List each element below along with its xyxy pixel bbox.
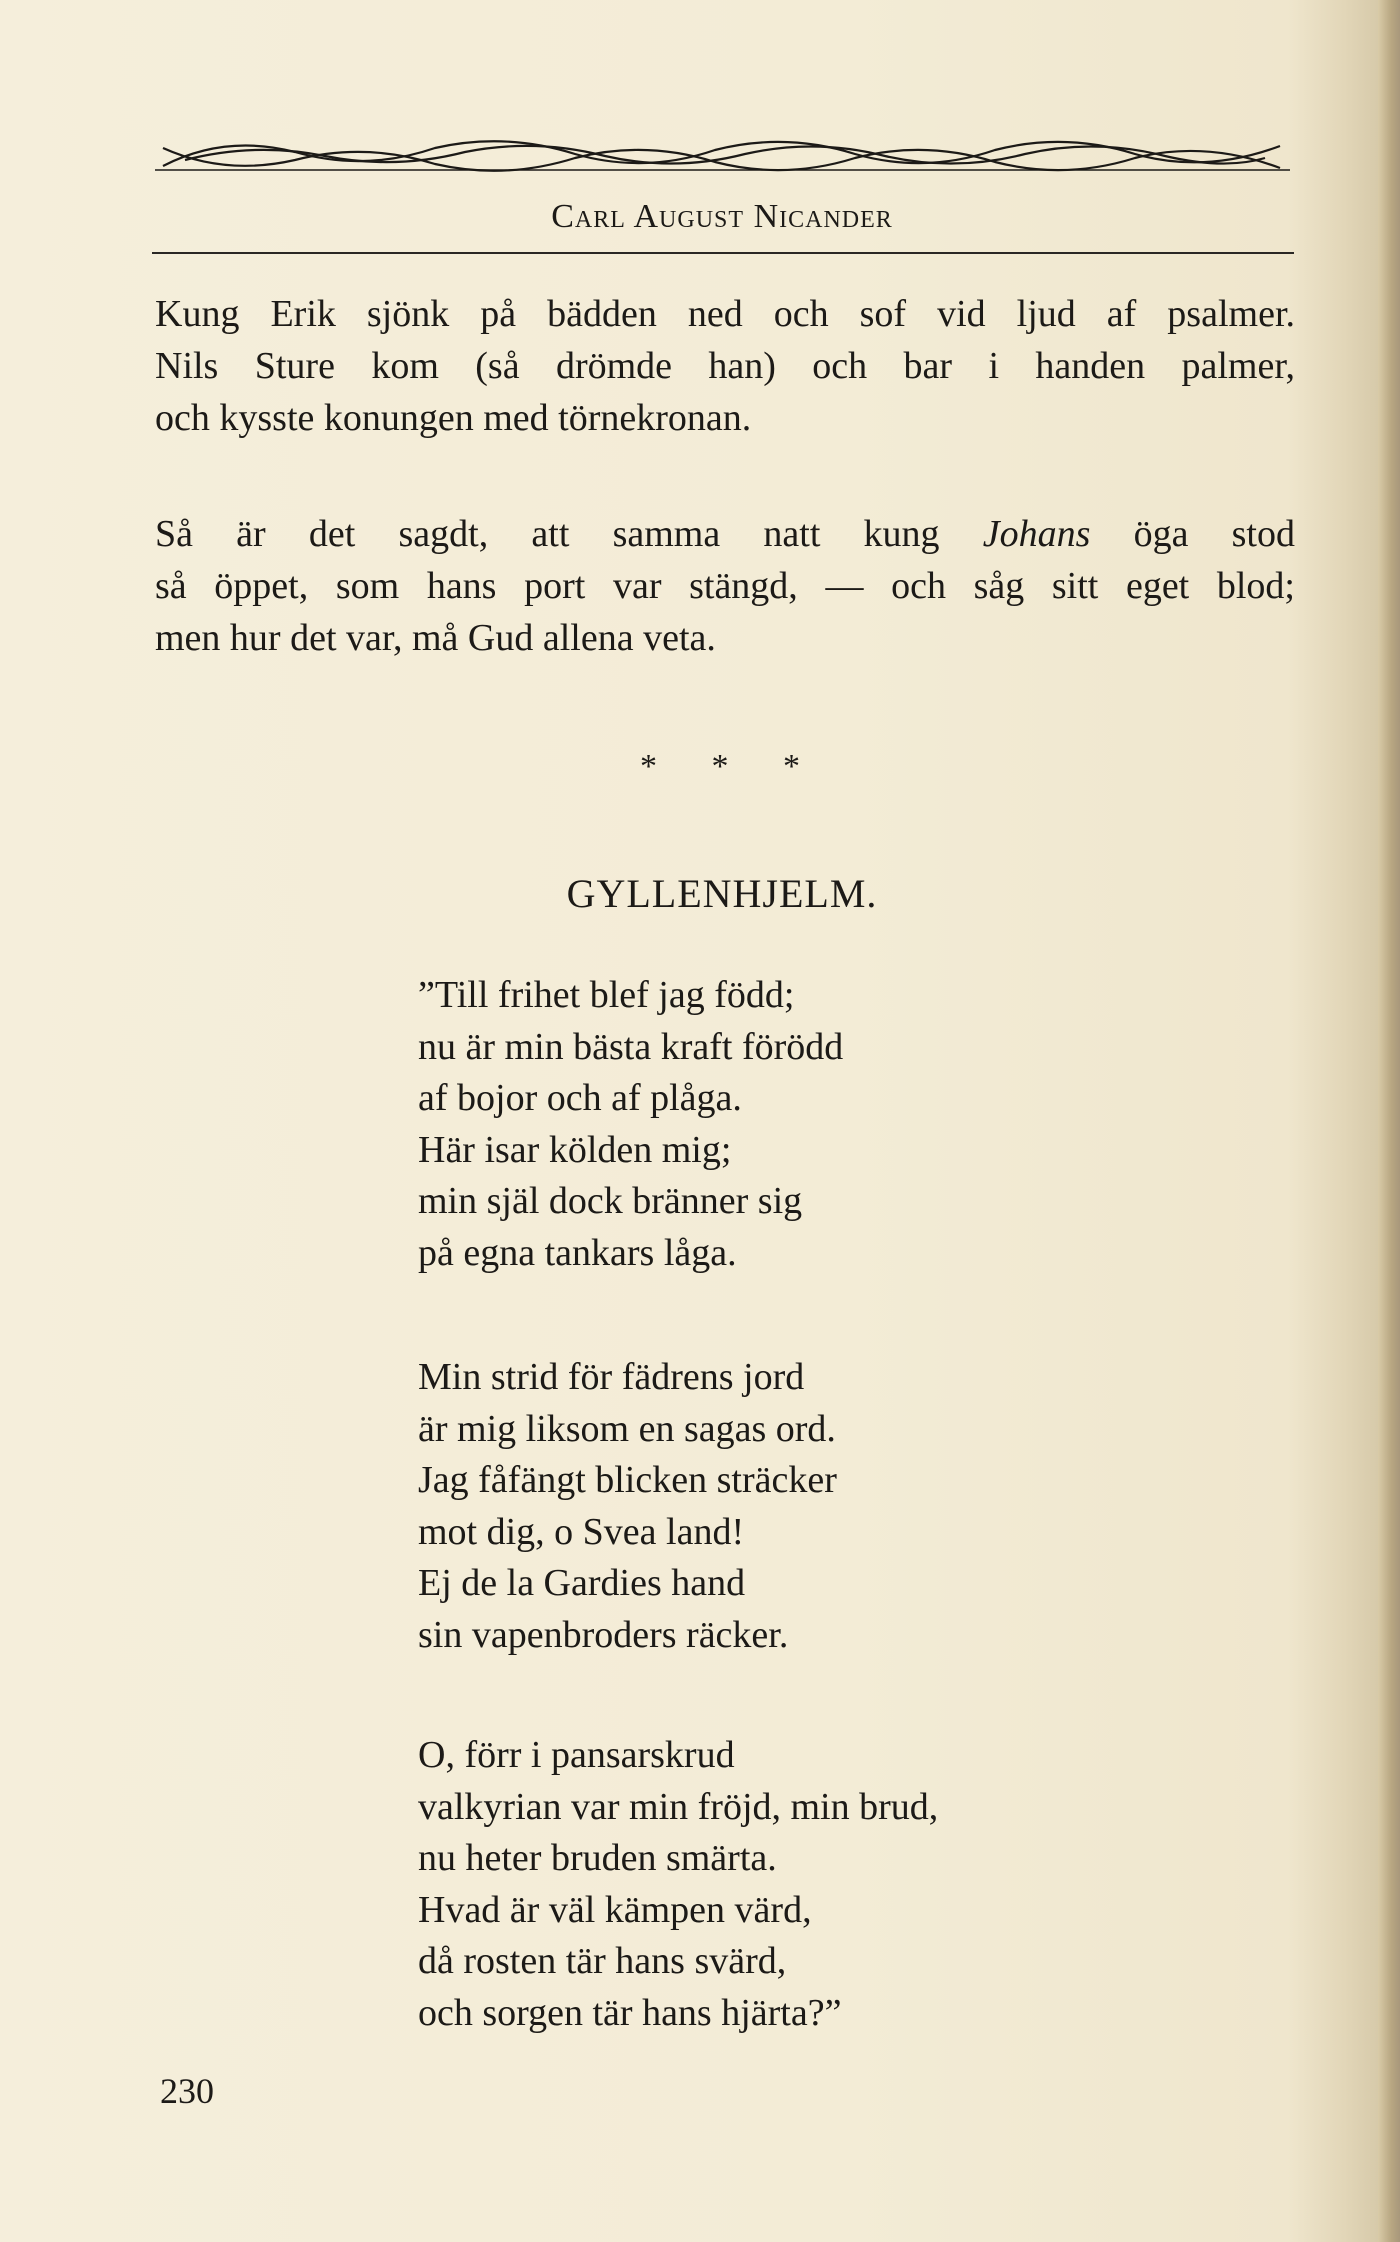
header-rule (152, 252, 1294, 254)
interlace-border-ornament-icon (155, 132, 1290, 182)
prose-line: så öppet, som hans port var stängd, — och såg sitt eget blod; (155, 565, 1295, 607)
verse-line: valkyrian var min fröjd, min brud, (418, 1785, 939, 1828)
verse-line: nu heter bruden smärta. (418, 1837, 777, 1879)
prose-line: och kysste konungen med törnekronan. (155, 397, 752, 439)
poem-title: GYLLENHJELM. (566, 871, 878, 916)
prose-line: Kung Erik sjönk på bädden ned och sof vid ljud af psalmer. (155, 293, 1295, 335)
verse-line: på egna tankars låga. (418, 1231, 737, 1274)
prose-paragraph-2 (155, 508, 1295, 664)
page-edge (1378, 0, 1400, 2242)
prose-line: men hur det var, må Gud allena veta. (155, 617, 716, 659)
running-head: Carl August Nicander (551, 198, 893, 235)
asterisk: * (711, 748, 729, 785)
verse-line: ”Till frihet blef jag född; (418, 974, 795, 1016)
stanza-2 (418, 1352, 1218, 1661)
verse-line: mot dig, o Svea land! (418, 1510, 745, 1553)
stanza-3 (418, 1730, 1218, 2039)
section-separator (640, 748, 800, 786)
name-johans: Johans (982, 513, 1091, 555)
prose-line: Nils Sture kom (så drömde han) och bar i handen palmer, (155, 345, 1295, 387)
verse-line: är mig liksom en sagas ord. (418, 1407, 836, 1450)
verse-line: Min strid för fädrens jord (418, 1356, 805, 1398)
verse-line: O, förr i pansarskrud (418, 1734, 735, 1776)
verse-line: sin vapenbroders räcker. (418, 1613, 789, 1656)
verse-line: min själ dock bränner sig (418, 1180, 803, 1222)
verse-line: Hvad är väl kämpen värd, (418, 1888, 812, 1931)
verse-line: Här isar kölden mig; (418, 1128, 732, 1171)
prose-paragraph-1 (155, 288, 1295, 444)
verse-line: och sorgen tär hans hjärta?” (418, 1991, 842, 2034)
verse-line: Ej de la Gardies hand (418, 1562, 746, 1604)
stanza-1 (418, 970, 1218, 1279)
asterisk: * (783, 748, 800, 785)
verse-line: då rosten tär hans svärd, (418, 1940, 787, 1982)
prose-line: Så är det sagdt, att samma natt kung Johans öga stod (155, 513, 1295, 555)
verse-line: Jag fåfängt blicken sträcker (418, 1459, 837, 1501)
asterisk: * (640, 748, 657, 785)
verse-line: af bojor och af plåga. (418, 1077, 742, 1119)
page-number: 230 (160, 2071, 214, 2111)
verse-line: nu är min bästa kraft förödd (418, 1025, 844, 1068)
